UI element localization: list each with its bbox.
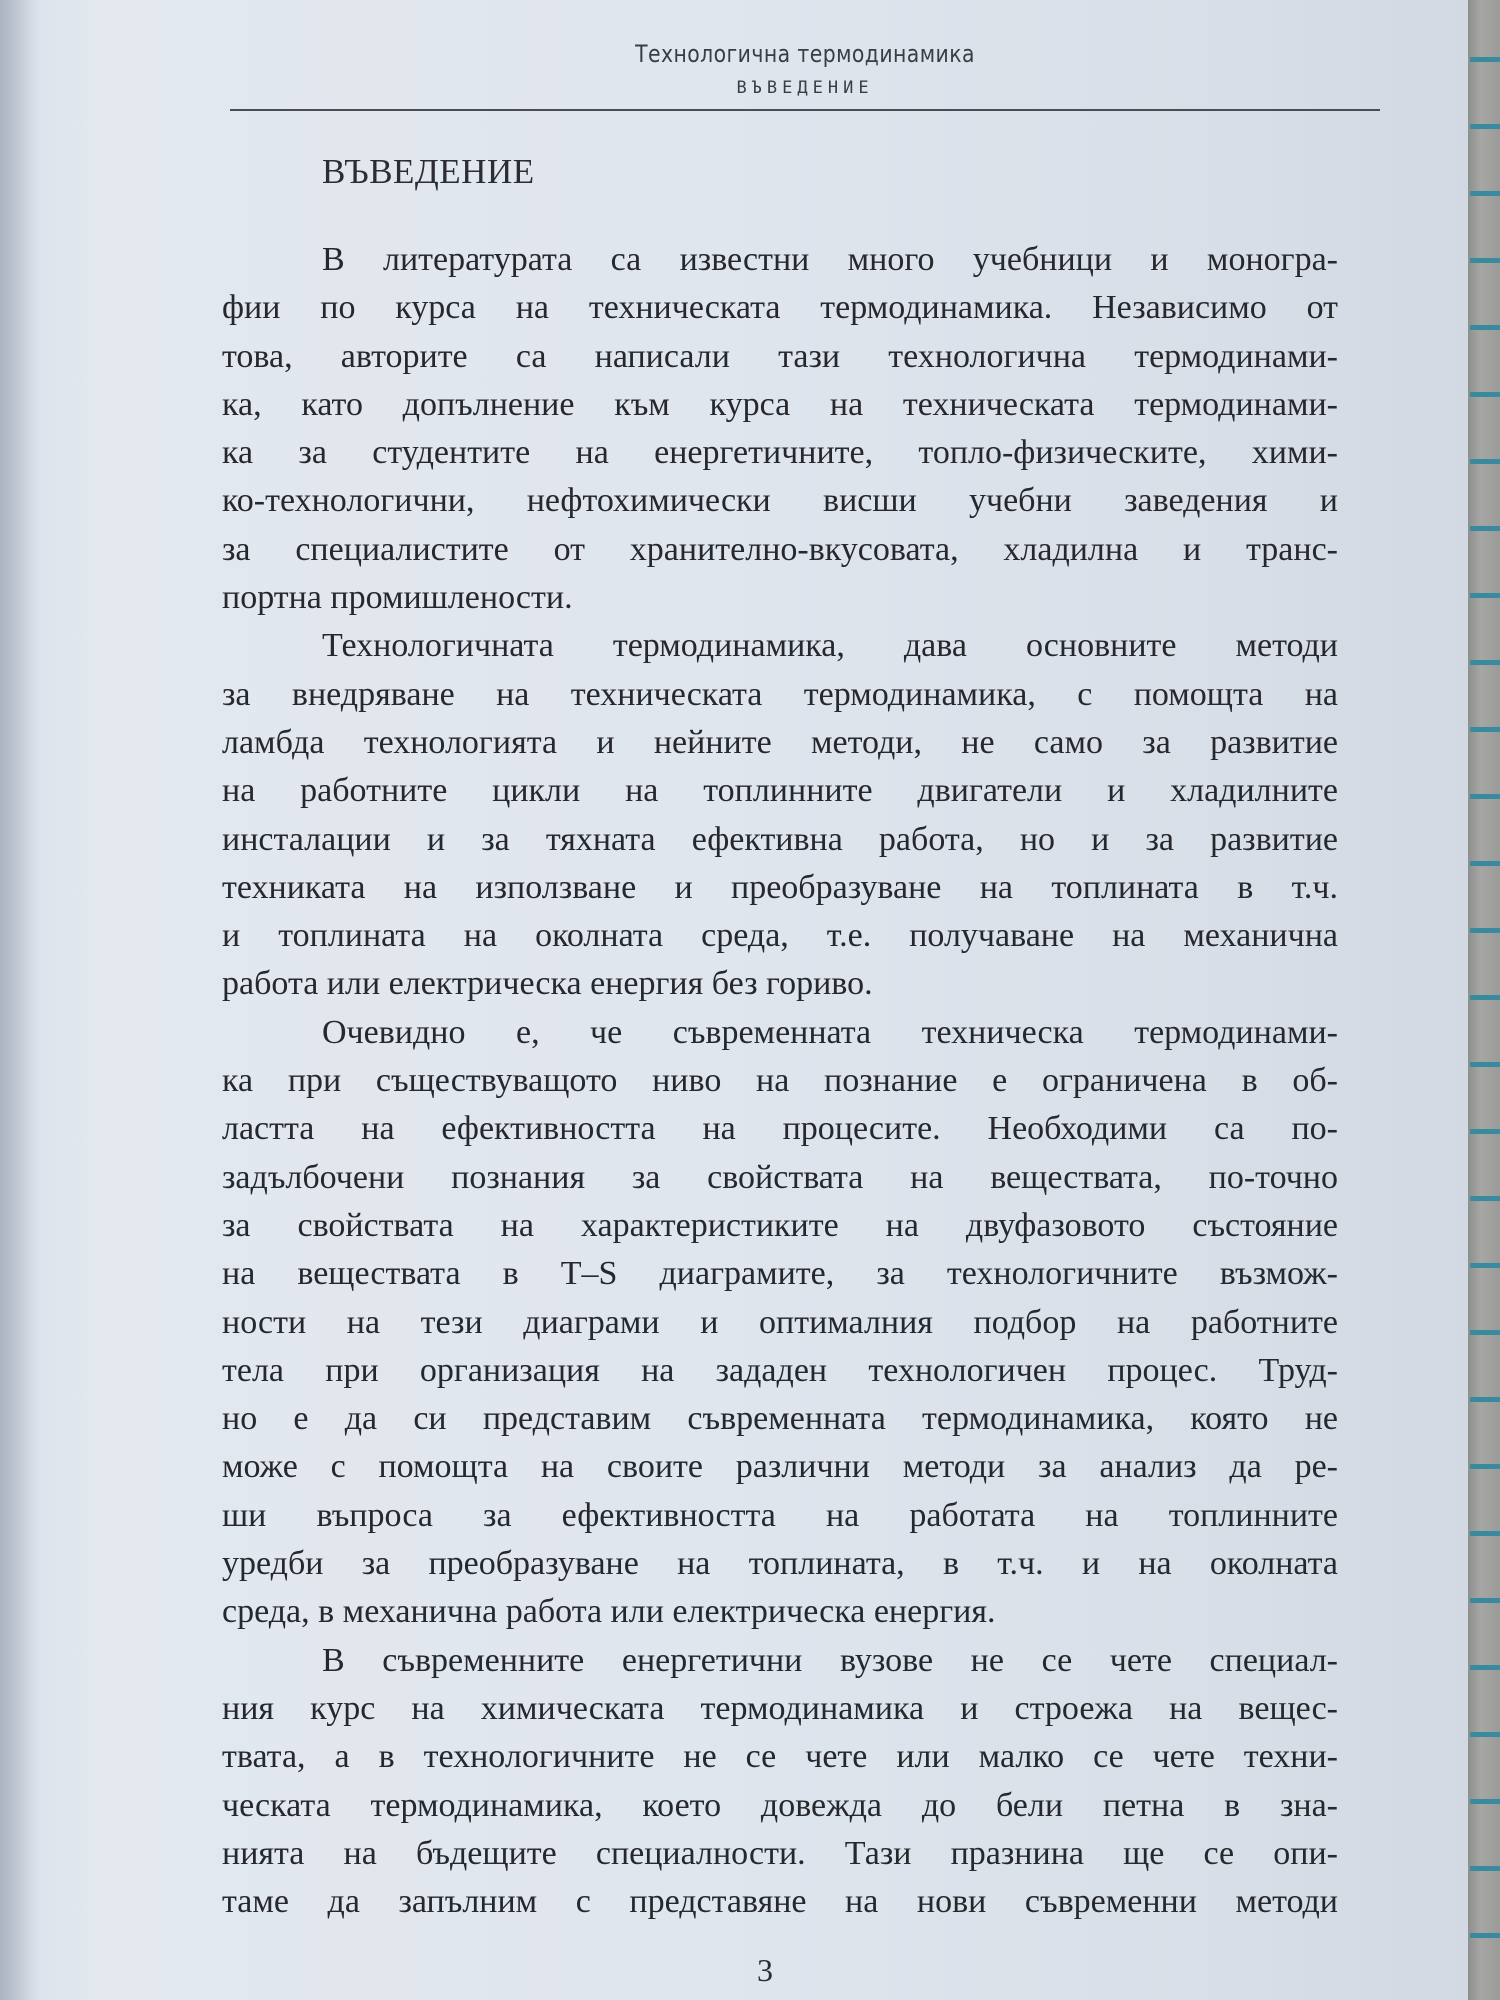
paragraph [222, 1637, 1338, 1927]
text-line: задълбочени познания за свойствата на веществата, по-точно [222, 1158, 1338, 1196]
text-line: уредби за преобразуване на топлината, в т.ч. и на околната [222, 1545, 1338, 1583]
binder-line [1470, 1196, 1500, 1201]
binder-line [1470, 57, 1500, 62]
text-line: Очевидно е, че съвременната техническа термодинами- [322, 1013, 1338, 1051]
text-line: портна промишлености. [222, 579, 573, 617]
binder-line [1470, 1732, 1500, 1737]
header-rule [230, 109, 1380, 111]
binder-line [1470, 1129, 1500, 1134]
text-line: на работните цикли на топлинните двигатели и хладилните [222, 772, 1338, 810]
text-line: работа или електрическа енергия без гориво. [222, 965, 873, 1003]
paragraph [222, 622, 1338, 1008]
text-line: нията на бъдещите специалности. Тази празнина ще се опи- [222, 1834, 1338, 1872]
text-line: ластта на ефективността на процесите. Необходими са по- [222, 1110, 1338, 1148]
text-line: и топлината на околната среда, т.е. получаване на механична [222, 917, 1338, 955]
paragraph [222, 236, 1338, 622]
text-line: това, авторите са написали тази технологична термодинами- [222, 337, 1338, 375]
text-line: за свойствата на характеристиките на двуфазовото състояние [222, 1206, 1338, 1244]
binder-line [1470, 995, 1500, 1000]
text-line: ши въпроса за ефективността на работата на топлинните [222, 1496, 1338, 1534]
text-line: В съвременните енергетични вузове не се чете специал- [322, 1641, 1338, 1679]
text-line: ка, като допълнение към курса на техническата термодинами- [222, 385, 1338, 423]
text-line: твата, а в технологичните не се чете или малко се чете техни- [222, 1738, 1338, 1776]
text-line: за специалистите от хранително-вкусовата, хладилна и транс- [222, 530, 1338, 568]
text-line: ния курс на химическата термодинамика и строежа на вещес- [222, 1689, 1338, 1727]
binder-line [1470, 1330, 1500, 1335]
text-line: за внедряване на техническата термодинамика, с помощта на [222, 675, 1338, 713]
page-number: 3 [757, 1952, 773, 1988]
text-line: таме да запълним с представяне на нови съвременни методи [222, 1883, 1338, 1921]
binder-line [1470, 124, 1500, 129]
text-line: техниката на използване и преобразуване на топлината в т.ч. [222, 868, 1338, 906]
text-line: Технологичната термодинамика, дава основните методи [322, 627, 1338, 665]
text-line: ламбда технологията и нейните методи, не само за развитие [222, 723, 1338, 761]
text-line: инсталации и за тяхната ефективна работа, но и за развитие [222, 820, 1338, 858]
paragraph [222, 1009, 1338, 1637]
text-line: но е да си представим съвременната термодинамика, която не [222, 1400, 1338, 1438]
binder-line [1470, 1598, 1500, 1603]
running-head-section: ВЪВЕДЕНИЕ [736, 78, 874, 98]
section-heading: ВЪВЕДЕНИЕ [322, 152, 535, 191]
text-line: В литературата са известни много учебници и моногра- [322, 241, 1338, 278]
binder-line [1470, 660, 1500, 665]
text-line: ка при съществуващото ниво на познание е ограничена в об- [222, 1062, 1338, 1100]
running-head-title: Технологична термодинамика [635, 40, 975, 68]
binder-line [1470, 191, 1500, 196]
binder-line [1470, 1866, 1500, 1871]
binder-line [1470, 1397, 1500, 1402]
binder-line [1470, 526, 1500, 531]
binder-line [1470, 1799, 1500, 1804]
notebook-edge [1468, 0, 1500, 2000]
binder-line [1470, 325, 1500, 330]
binder-line [1470, 1933, 1500, 1938]
text-line: фии по курса на техническата термодинамика. Независимо от [222, 289, 1338, 327]
binder-line [1470, 861, 1500, 866]
binder-line [1470, 727, 1500, 732]
text-line: ности на тези диаграми и оптималния подбор на работните [222, 1303, 1338, 1341]
binder-line [1470, 392, 1500, 397]
text-line: може с помощта на своите различни методи за анализ да ре- [222, 1448, 1338, 1486]
body-text [222, 236, 1338, 1926]
binder-line [1470, 1665, 1500, 1670]
binder-line [1470, 1464, 1500, 1469]
text-line: на веществата в T–S диаграмите, за технологичните възмож- [222, 1255, 1338, 1293]
binder-line [1470, 1263, 1500, 1268]
binder-line [1470, 1062, 1500, 1067]
binder-line [1470, 258, 1500, 263]
text-line: среда, в механична работа или електрическа енергия. [222, 1593, 996, 1631]
text-line: тела при организация на зададен технологичен процес. Труд- [222, 1351, 1338, 1389]
binder-line [1470, 459, 1500, 464]
binder-line [1470, 593, 1500, 598]
binder-line [1470, 928, 1500, 933]
binder-line [1470, 1531, 1500, 1536]
text-line: ческата термодинамика, което довежда до бели петна в зна- [222, 1786, 1338, 1824]
text-line: ко-технологични, нефтохимически висши учебни заведения и [222, 482, 1338, 520]
binder-line [1470, 794, 1500, 799]
text-line: ка за студентите на енергетичните, топло-физическите, хими- [222, 434, 1338, 472]
